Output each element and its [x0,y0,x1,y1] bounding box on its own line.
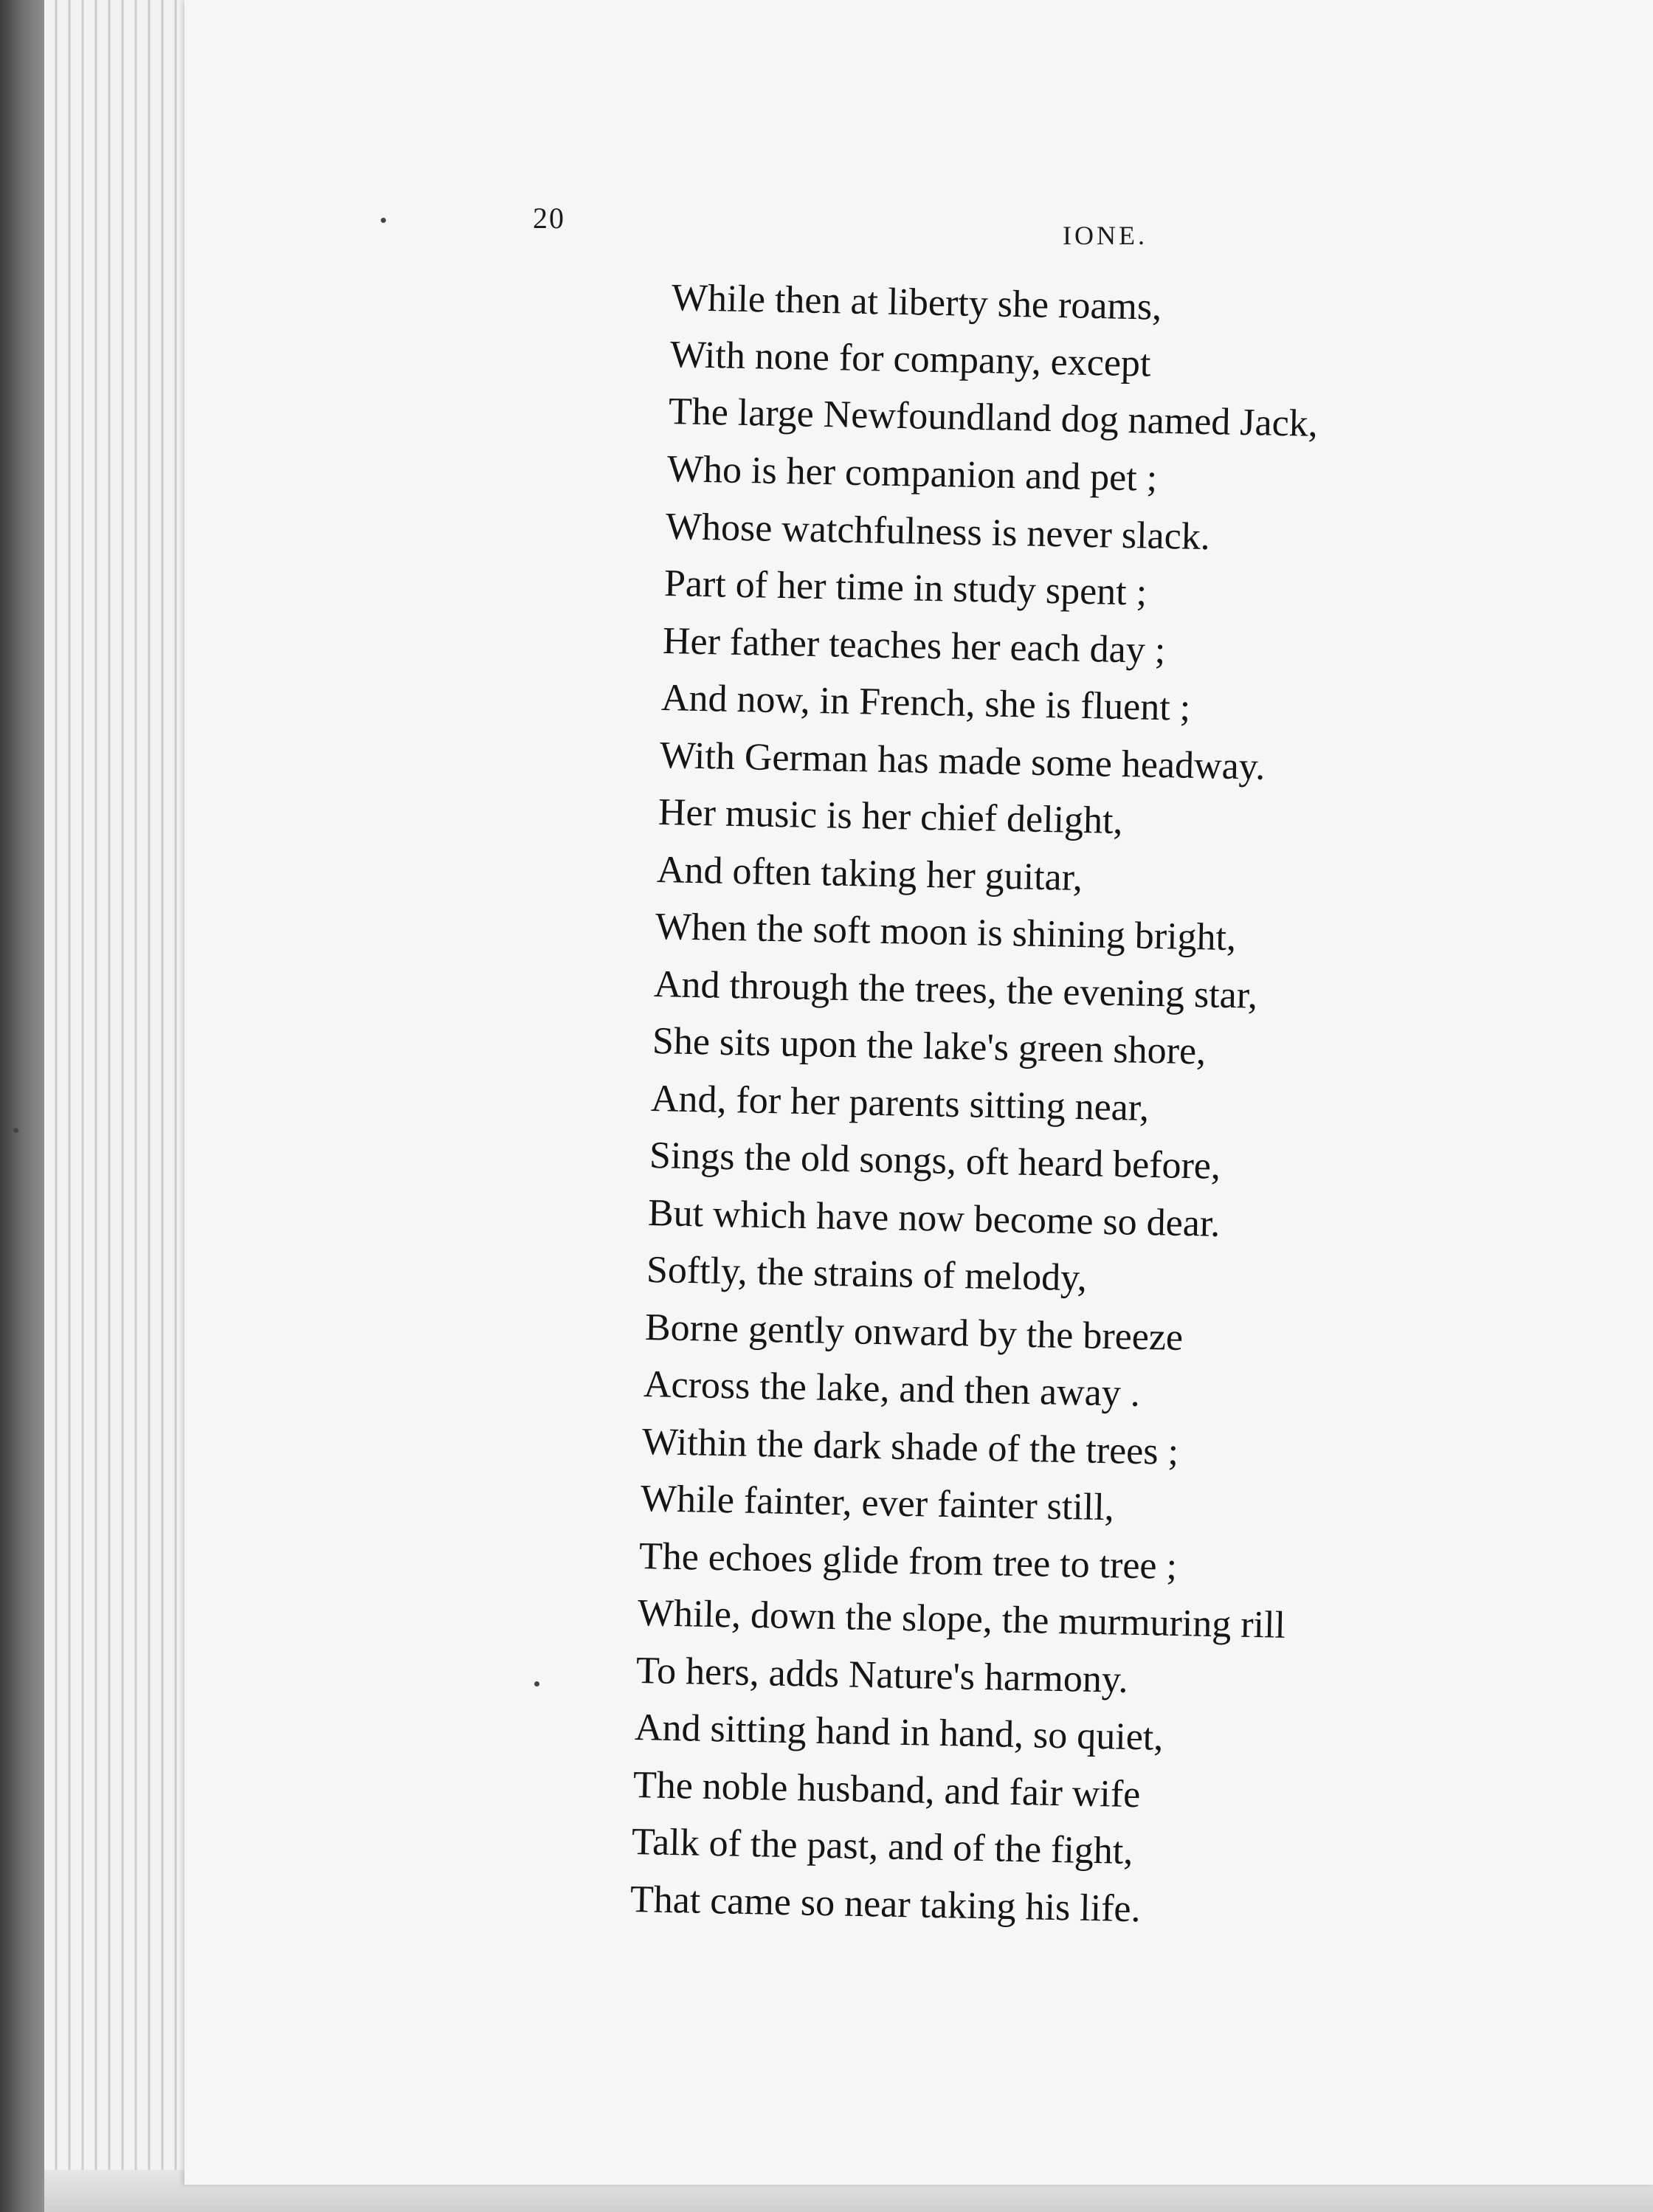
poem-line: And often taking her guitar, [656,849,1083,900]
poem-line: And, for her parents sitting near, [650,1078,1150,1129]
poem-line: Borne gently onward by the breeze [644,1306,1184,1359]
poem-line: And through the trees, the evening star, [653,963,1258,1017]
poem-line: And now, in French, she is fluent ; [660,677,1191,729]
poem-line: She sits upon the lake's green shore, [652,1020,1207,1073]
poem-line: Who is her companion and pet ; [666,448,1158,500]
poem-line: Sings the old songs, oft heard before, [649,1134,1221,1188]
poem-line: The echoes glide from tree to tree ; [638,1535,1178,1588]
poem-line: Her father teaches her each day ; [662,620,1166,672]
poem-line: That came so near taking his life. [629,1878,1142,1931]
poem-line: But which have now become so dear. [647,1192,1221,1245]
poem-line: To hers, adds Nature's harmony. [635,1650,1129,1701]
poem-line: Talk of the past, and of the fight, [631,1821,1133,1873]
running-head: IONE. [1063,221,1148,250]
poem-line: While, down the slope, the murmuring rill [637,1592,1286,1647]
poem-line: Whose watchfulness is never slack. [665,506,1211,559]
page-number: 20 [533,201,565,235]
poem-line: Within the dark shade of the trees ; [641,1421,1179,1473]
poem-line: Part of her time in study spent ; [663,562,1148,614]
poem-line: Softly, the strains of melody, [646,1249,1088,1300]
poem-line: Across the lake, and then away . [643,1363,1141,1415]
poem-line: Her music is her chief delight, [658,791,1124,843]
poem-line: With none for company, except [669,334,1151,385]
poem-line: The noble husband, and fair wife [632,1764,1141,1816]
poem-line: With German has made some headway. [659,734,1266,788]
poem-line: While then at liberty she roams, [671,277,1162,328]
poem-line: And sitting hand in hand, so quiet, [634,1706,1164,1759]
poem-line: When the soft moon is shining bright, [655,906,1237,959]
poem-line: The large Newfoundland dog named Jack, [668,390,1319,445]
poem-line: While fainter, ever fainter still, [640,1478,1115,1529]
